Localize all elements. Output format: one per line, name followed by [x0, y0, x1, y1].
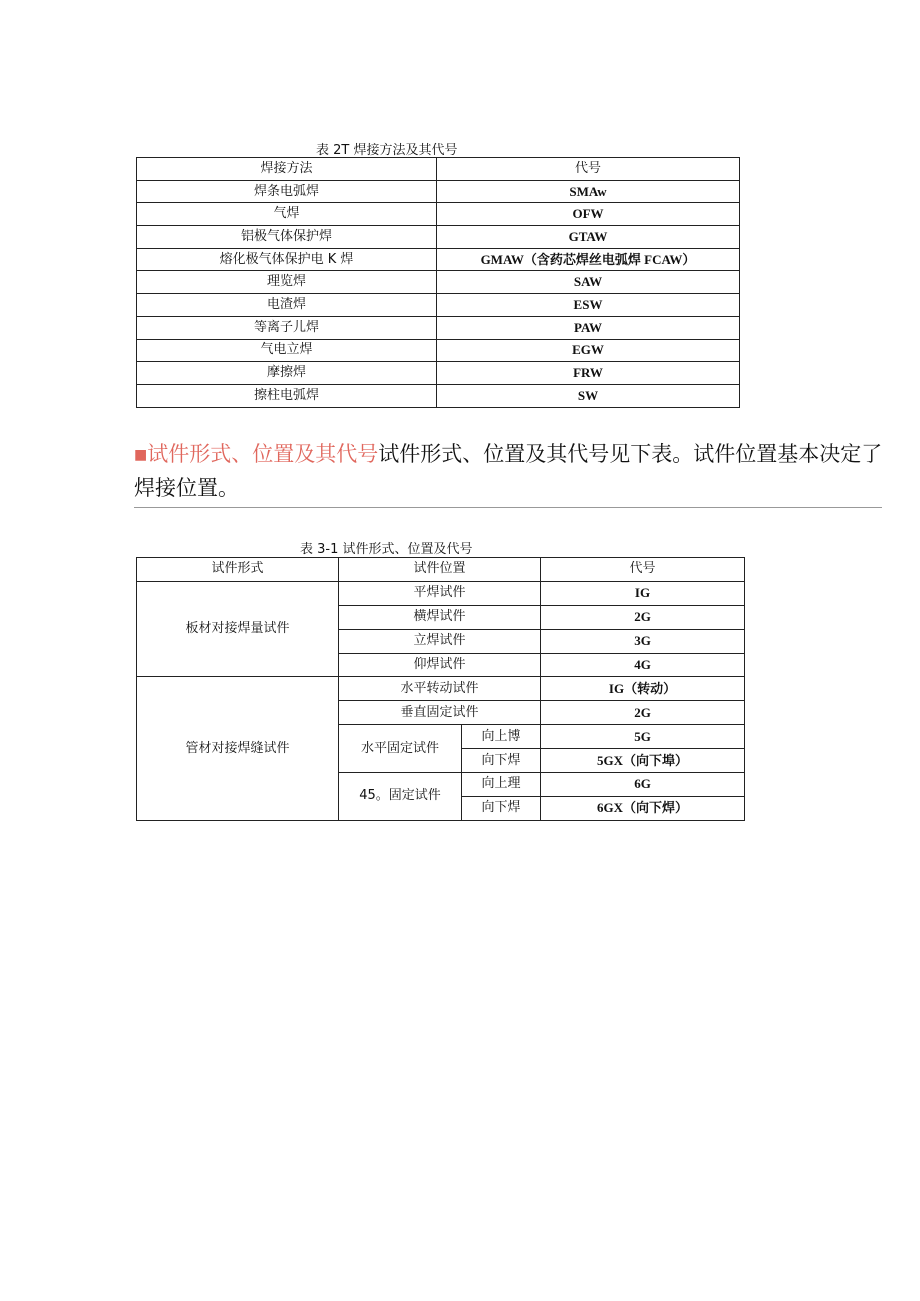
code-cell: 4G: [541, 653, 745, 677]
method-cell: 等离子儿焊: [137, 316, 437, 339]
table-row: [137, 581, 745, 605]
direction-cell: 向下焊: [462, 796, 541, 820]
table-header-row: [137, 158, 740, 181]
table-row: [137, 316, 740, 339]
code-cell: PAW: [437, 316, 740, 339]
table-row: [137, 226, 740, 249]
code-cell: GTAW: [437, 226, 740, 249]
position-cell: 仰焊试件: [339, 653, 541, 677]
section-heading: [134, 438, 884, 505]
code-cell: 2G: [541, 701, 745, 725]
method-cell: 理览焊: [137, 271, 437, 294]
table1-caption: 表 2T 焊接方法及其代号: [316, 143, 458, 158]
code-cell: EGW: [437, 339, 740, 362]
code-cell: ESW: [437, 294, 740, 317]
direction-cell: 向下焊: [462, 749, 541, 773]
method-cell: 焊条电弧焊: [137, 180, 437, 203]
table-row: [137, 677, 745, 701]
code-cell: FRW: [437, 362, 740, 385]
table-row: [137, 180, 740, 203]
header-cell: 试件位置: [339, 558, 541, 582]
position-group-cell: 45。固定试件: [339, 773, 462, 821]
code-cell: SW: [437, 384, 740, 407]
method-cell: 摩擦焊: [137, 362, 437, 385]
code-cell: SAW: [437, 271, 740, 294]
code-cell: 2G: [541, 605, 745, 629]
table-row: [137, 294, 740, 317]
method-cell: 气电立焊: [137, 339, 437, 362]
direction-cell: 向上理: [462, 773, 541, 797]
table-row: [137, 362, 740, 385]
table-row: [137, 248, 740, 271]
position-cell: 平焊试件: [339, 581, 541, 605]
direction-cell: 向上博: [462, 725, 541, 749]
code-cell: 5GX（向下埠）: [541, 749, 745, 773]
position-cell: 横焊试件: [339, 605, 541, 629]
table-row: [137, 203, 740, 226]
position-cell: 垂直固定试件: [339, 701, 541, 725]
code-cell: IG: [541, 581, 745, 605]
method-cell: 电渣焊: [137, 294, 437, 317]
divider: [134, 507, 882, 508]
section-text: 试件形式、位置及其代号见下表。试件位置基本决定了焊接位置。: [134, 442, 883, 500]
table2-caption: 表 3-1 试件形式、位置及代号: [300, 542, 473, 557]
method-cell: 擦柱电弧焊: [137, 384, 437, 407]
code-cell: GMAW（含药芯焊丝电弧焊 FCAW）: [437, 248, 740, 271]
method-cell: 气焊: [137, 203, 437, 226]
code-cell: 5G: [541, 725, 745, 749]
bullet-square-icon: ■: [134, 447, 148, 463]
header-cell: 代号: [437, 158, 740, 181]
specimen-position-table: [136, 557, 745, 821]
header-cell: 代号: [541, 558, 745, 582]
table-row: [137, 271, 740, 294]
header-cell: 焊接方法: [137, 158, 437, 181]
position-cell: 水平转动试件: [339, 677, 541, 701]
position-group-cell: 水平固定试件: [339, 725, 462, 773]
code-cell: 6G: [541, 773, 745, 797]
table-header-row: [137, 558, 745, 582]
welding-methods-table: [136, 157, 740, 408]
pipe-form-cell: 管材对接焊缝试件: [137, 677, 339, 820]
header-cell: 试件形式: [137, 558, 339, 582]
code-cell: IG（转动）: [541, 677, 745, 701]
code-cell: OFW: [437, 203, 740, 226]
position-cell: 立焊试件: [339, 629, 541, 653]
code-cell: SMAw: [437, 180, 740, 203]
method-cell: 铝极气体保护焊: [137, 226, 437, 249]
method-cell: 熔化极气体保护电 K 焊: [137, 248, 437, 271]
table-row: [137, 384, 740, 407]
code-cell: 6GX（向下焊）: [541, 796, 745, 820]
plate-form-cell: 板材对接焊量试件: [137, 581, 339, 677]
table-row: [137, 339, 740, 362]
section-title: 试件形式、位置及其代号: [147, 442, 379, 466]
code-cell: 3G: [541, 629, 745, 653]
